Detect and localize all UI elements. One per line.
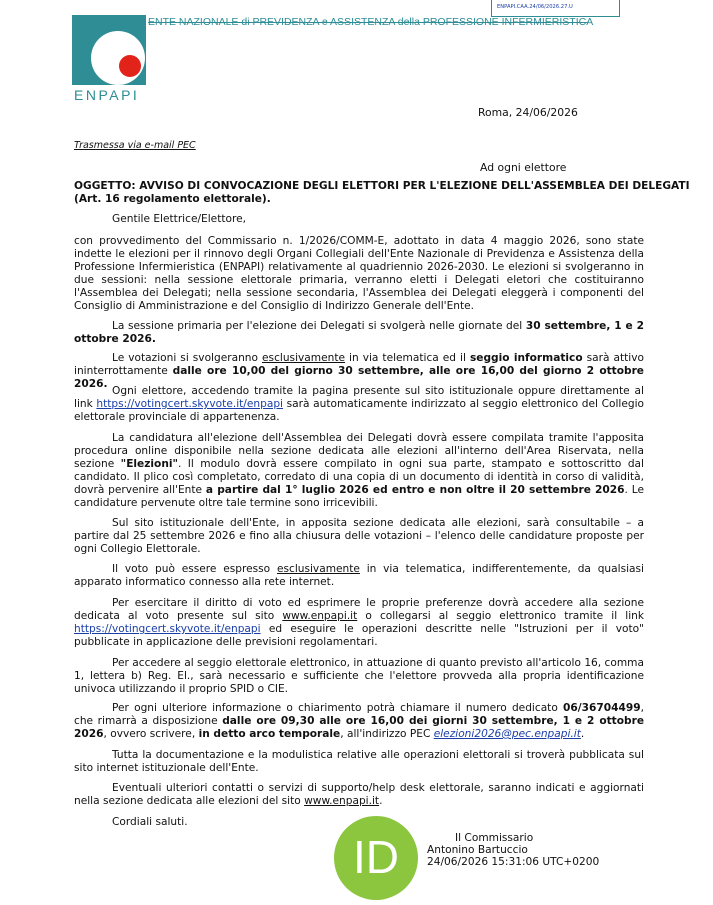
signature-timestamp: 24/06/2026 15:31:06 UTC+0200 [427,856,600,868]
paragraph-help-desk [74,782,644,808]
p5-elezioni: "Elezioni" [120,458,179,470]
p4-text-b: sarà automaticamente indirizzato al seggio elettronico del Collegio elettorale provinciale di appartenenza. [74,398,644,423]
p7-esclusivamente: esclusivamente [276,563,360,575]
greeting: Gentile Elettrice/Elettore, [112,213,246,225]
header-rule [148,22,588,23]
protocol-stamp-text: ENPAPI.CAA.24/06/2026.27.U [497,4,573,10]
p8-text-c: ed eseguire le operazioni descritte nelle "Istruzioni per il voto" pubblicate in applicazione delle previsioni regolamentari. [74,623,644,648]
p2-dates: 30 settembre, 1 e 2 ottobre 2026. [74,320,644,345]
p8-text-a: Per esercitare il diritto di voto ed esprimere le proprie preferenze dovrà accedere alla sezione dedicata al voto presente sul sito [74,597,644,622]
recipient: Ad ogni elettore [480,161,567,174]
phone-number: 06/36704499 [563,702,641,714]
signature-name: Antonino Bartuccio [427,844,528,856]
p3-esclusivamente: esclusivamente [262,352,345,364]
p5-text-c: . Il modulo dovrà essere compilato in ogni sua parte, stampato e sottoscritto dal candidato. Il plico così completato, corredato di una copia di un documento di identità in corso di validità, dovrà pervenire all'Ente [74,458,644,496]
org-full-name: ENTE NAZIONALE di PREVIDENZA e ASSISTENZA della PROFESSIONE INFERMIERISTICA [148,16,594,28]
signature-role: Il Commissario [455,832,534,844]
paragraph-sessione-primaria [74,320,644,346]
p3-text-a: Le votazioni si svolgeranno [112,352,263,364]
p12-text-a: Eventuali ulteriori contatti o servizi di supporto/help desk elettorale, saranno indicati e aggiornati nella sezione dedicata alle elezioni del sito [74,782,644,807]
place-date: Roma, 24/06/2026 [478,106,578,119]
p7-text-c: in via telematica, indifferentemente, da qualsiasi apparato informatico connesso alla rete internet. [74,563,644,588]
pec-email-link[interactable]: elezioni2026@pec.enpapi.it [433,728,581,740]
paragraph-voto-telematico [74,563,644,589]
transmission-note: Trasmessa via e-mail PEC [74,140,196,151]
logo-text: ENPAPI [74,87,140,103]
p10-arco: in detto arco temporale [198,728,341,740]
p7-text-a: Il voto può essere espresso [112,563,277,575]
p5-termini: a partire dal 1° luglio 2026 ed entro e non oltre il 20 settembre 2026 [205,484,625,496]
id-badge-text: ID [353,831,399,883]
p4-text-a: Ogni elettore, accedendo tramite la pagina presente sul sito istituzionale oppure direttamente al link [74,385,644,410]
enpapi-logo [72,15,148,87]
p3-orari: dalle ore 10,00 del giorno 30 settembre, alle ore 16,00 del giorno 2 ottobre 2026. [74,365,644,390]
p3-text-e: sarà attivo ininterrottamente [74,352,644,377]
logo-mark-icon [72,15,148,87]
p10-orari: dalle ore 09,30 alle ore 16,00 dei giorni 30 settembre, 1 e 2 ottobre 2026 [74,715,645,740]
p8-text-b: o collegarsi al seggio elettronico tramite il link [357,610,644,622]
voting-link-2[interactable]: https://votingcert.skyvote.it/enpapi [74,623,261,635]
protocol-stamp [491,0,620,17]
enpapi-site-link[interactable]: www.enpapi.it [282,610,358,622]
p3-seggio: seggio informatico [469,352,583,364]
p5-text-e: . Le candidature pervenute oltre tale termine sono irricevibili. [74,484,644,509]
paragraph-indizione: con provvedimento del Commissario n. 1/2026/COMM-E, adottato in data 4 maggio 2026, sono state indette le elezioni per il rinnovo degli Organi Collegiali dell'Ente Nazionale di Previdenza e Assistenza della Professione Infermieristica (ENPAPI) relativamente al quadriennio 2026-2030. Le elezioni si svolgeranno in due sessioni: nella sessione elettorale primaria, verranno eletti i Delegati eletori che costituiranno l'Assemblea dei Delegati; nella sessione secondaria, l'Assemblea dei Delegati eleggerà i componenti del Consiglio di Amministrazione e del Consiglio di Indirizzo Generale dell'Ente. [74,235,644,312]
p12-text-b: . [379,795,383,807]
paragraph-contatti-telefono [74,702,644,741]
p10-text-c: , che rimarrà a disposizione [74,702,644,727]
p2-text: La sessione primaria per l'elezione dei Delegati si svolgerà nelle giornate del [112,320,526,332]
paragraph-spid-cie: Per accedere al seggio elettorale elettronico, in attuazione di quanto previsto all'articolo 16, comma 1, lettera b) Reg. El., sarà necessario e sufficiente che l'elettore provveda alla propria identificazione univoca utilizzando il proprio SPID o CIE. [74,657,644,695]
enpapi-site-link-2[interactable]: www.enpapi.it [304,795,380,807]
voting-link[interactable]: https://votingcert.skyvote.it/enpapi [96,398,283,410]
digital-signature-badge [334,816,418,900]
p3-text-c: in via telematica ed il [345,352,470,364]
paragraph-accesso-link [74,385,644,424]
paragraph-documentazione: Tutta la documentazione e la modulistica relative alle operazioni elettorali si troverà pubblicata sul sito internet istituzionale dell'Ente. [74,749,644,774]
p10-text-a: Per ogni ulteriore informazione o chiarimento potrà chiamare il numero dedicato [112,702,564,714]
subject [74,180,690,206]
paragraph-candidatura [74,432,644,510]
subject-line-2: (Art. 16 regolamento elettorale). [74,193,271,205]
paragraph-diritto-voto [74,597,644,649]
paragraph-elenco-candidature: Sul sito istituzionale dell'Ente, in apposita sezione dedicata alle elezioni, sarà consultabile – a partire dal 25 settembre 2026 e fino alla chiusura delle votazioni – l'elenco delle candidature proposte per ogni Collegio Elettorale. [74,517,644,555]
subject-line-1: OGGETTO: AVVISO DI CONVOCAZIONE DEGLI ELETTORI PER L'ELEZIONE DELL'ASSEMBLEA DEI DELEGATI [74,180,690,192]
p10-text-g: , all'indirizzo PEC [340,728,434,740]
p5-text-a: La candidatura all'elezione dell'Assemblea dei Delegati dovrà essere compilata tramite l'apposita procedura online disponibile nella sezione dedicata alle elezioni all'interno dell'Area Riservata, nella sezione [74,432,644,470]
p10-text-e: , ovvero scrivere, [103,728,199,740]
closing: Cordiali saluti. [112,816,188,828]
p10-text-h: . [580,728,585,740]
